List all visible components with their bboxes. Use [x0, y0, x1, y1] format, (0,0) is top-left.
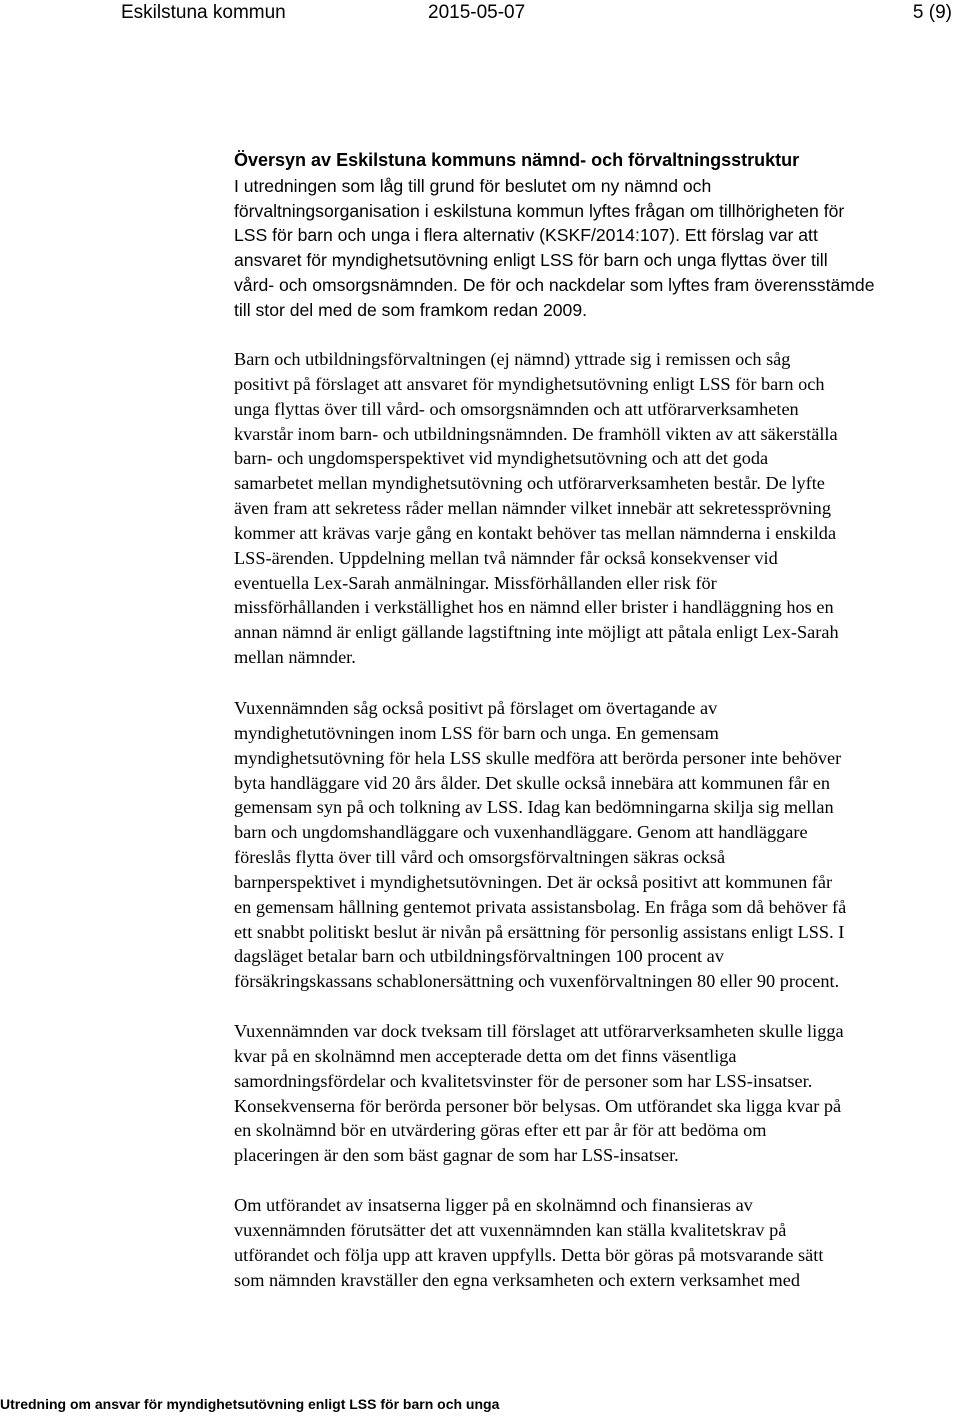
page-header [0, 0, 960, 40]
header-page-number: 5 (9) [912, 2, 952, 23]
text-line: kvarstår inom barn- och utbildningsnämnden. De framhöll vikten av att säkerställa [234, 423, 838, 444]
text-line: samarbetet mellan myndighetsutövning och utförarverksamheten består. De lyfte [234, 473, 825, 494]
text-line: vuxennämnden förutsätter det att vuxennämnden kan ställa kvalitetskrav på [234, 1219, 787, 1240]
text-line: myndighetsutövning för hela LSS skulle medföra att berörda personer inte behöver [234, 747, 842, 768]
text-line: kvar på en skolnämnd men accepterade detta om det finns väsentliga [234, 1045, 737, 1066]
header-date: 2015-05-07 [428, 2, 526, 23]
intro-paragraph [234, 174, 954, 322]
text-line: barn och ungdomshandläggare och vuxenhandläggare. Genom att handläggare [234, 822, 808, 843]
text-line: en gemensam hållning gentemot privata assistansbolag. En fråga som då behöver få [234, 896, 847, 917]
paragraph-2 [234, 696, 959, 994]
paragraph-3 [234, 1019, 959, 1168]
text-line: I utredningen som låg till grund för beslutet om ny nämnd och [234, 176, 712, 196]
text-line: missförhållanden i verkställighet hos en nämnd eller brister i handläggning hos en [234, 597, 834, 618]
text-line: LSS-ärenden. Uppdelning mellan två nämnder får också konsekvenser vid [234, 547, 778, 568]
text-line: LSS för barn och unga i flera alternativ (KSKF/2014:107). Ett förslag var att [234, 225, 818, 246]
header-organization: Eskilstuna kommun [121, 2, 286, 23]
page-footer: Utredning om ansvar för myndighetsutövning enligt LSS för barn och unga [0, 1396, 500, 1412]
text-line: mellan nämnder. [234, 647, 356, 668]
paragraph-1 [234, 347, 959, 670]
paragraph-4 [234, 1193, 959, 1292]
text-line: förvaltningsorganisation i eskilstuna kommun lyftes frågan om tillhörigheten för [234, 200, 845, 221]
text-line: även fram att sekretess råder mellan nämnder vilket innebär att sekretessprövning [234, 498, 831, 519]
text-line: en skolnämnd bör en utvärdering göras efter ett par år för att bedöma om [234, 1120, 767, 1141]
text-line: kommer att krävas varje gång en kontakt behöver tas mellan nämnderna i enskilda [234, 522, 837, 543]
text-line: samordningsfördelar och kvalitetsvinster för de personer som har LSS-insatser. [234, 1070, 813, 1091]
text-line: placeringen är den som bäst gagnar de som har LSS-insatser. [234, 1145, 679, 1166]
text-line: unga flyttas över till vård- och omsorgsnämnden och att utförarverksamheten [234, 398, 799, 419]
text-line: som nämnden kravställer den egna verksamheten och extern verksamhet med [234, 1269, 801, 1290]
text-line: ett snabbt politiskt beslut är nivån på ersättning för personlig assistans enligt LSS. I [234, 921, 845, 942]
text-line: byta handläggare vid 20 års ålder. Det skulle också innebära att kommunen får en [234, 772, 830, 793]
text-line: vård- och omsorgsnämnden. De för och nackdelar som lyftes fram överensstämde [234, 274, 875, 295]
text-line: Konsekvenserna för berörda personer bör belysas. Om utförandet ska ligga kvar på [234, 1095, 842, 1116]
section-title: Översyn av Eskilstuna kommuns nämnd- och förvaltningsstruktur [234, 150, 800, 170]
text-line: annan nämnd är enligt gällande lagstiftning inte möjligt att påtala enligt Lex-Sarah [234, 622, 839, 643]
text-line: till stor del med de som framkom redan 2009. [234, 299, 588, 320]
text-line: försäkringskassans schablonersättning och vuxenförvaltningen 80 eller 90 procent. [234, 971, 840, 992]
text-line: föreslås flytta över till vård och omsorgsförvaltningen säkras också [234, 847, 726, 868]
text-line: eventuella Lex-Sarah anmälningar. Missförhållanden eller risk för [234, 572, 717, 593]
text-line: dagsläget betalar barn och utbildningsförvaltningen 100 procent av [234, 946, 724, 967]
text-line: Om utförandet av insatserna ligger på en skolnämnd och finansieras av [234, 1195, 753, 1215]
text-line: myndighetutövningen inom LSS för barn och unga. En gemensam [234, 722, 719, 743]
text-line: barnperspektivet i myndighetsutövningen. Det är också positivt att kommunen får [234, 871, 833, 892]
text-line: gemensam syn på och tolkning av LSS. Idag kan bedömningarna skilja sig mellan [234, 797, 834, 818]
text-line: Vuxennämnden var dock tveksam till förslaget att utförarverksamheten skulle ligga [234, 1021, 844, 1041]
text-line: positivt på förslaget att ansvaret för myndighetsutövning enligt LSS för barn och [234, 373, 825, 394]
text-line: barn- och ungdomsperspektivet vid myndighetsutövning och att det goda [234, 448, 769, 469]
text-line: utförandet och följa upp att kraven uppfylls. Detta bör göras på motsvarande sätt [234, 1244, 824, 1265]
text-line: Vuxennämnden såg också positivt på förslaget om övertagande av [234, 698, 718, 718]
text-line: Barn och utbildningsförvaltningen (ej nämnd) yttrade sig i remissen och såg [234, 349, 791, 369]
text-line: ansvaret för myndighetsutövning enligt LSS för barn och unga flyttas över till [234, 250, 828, 271]
